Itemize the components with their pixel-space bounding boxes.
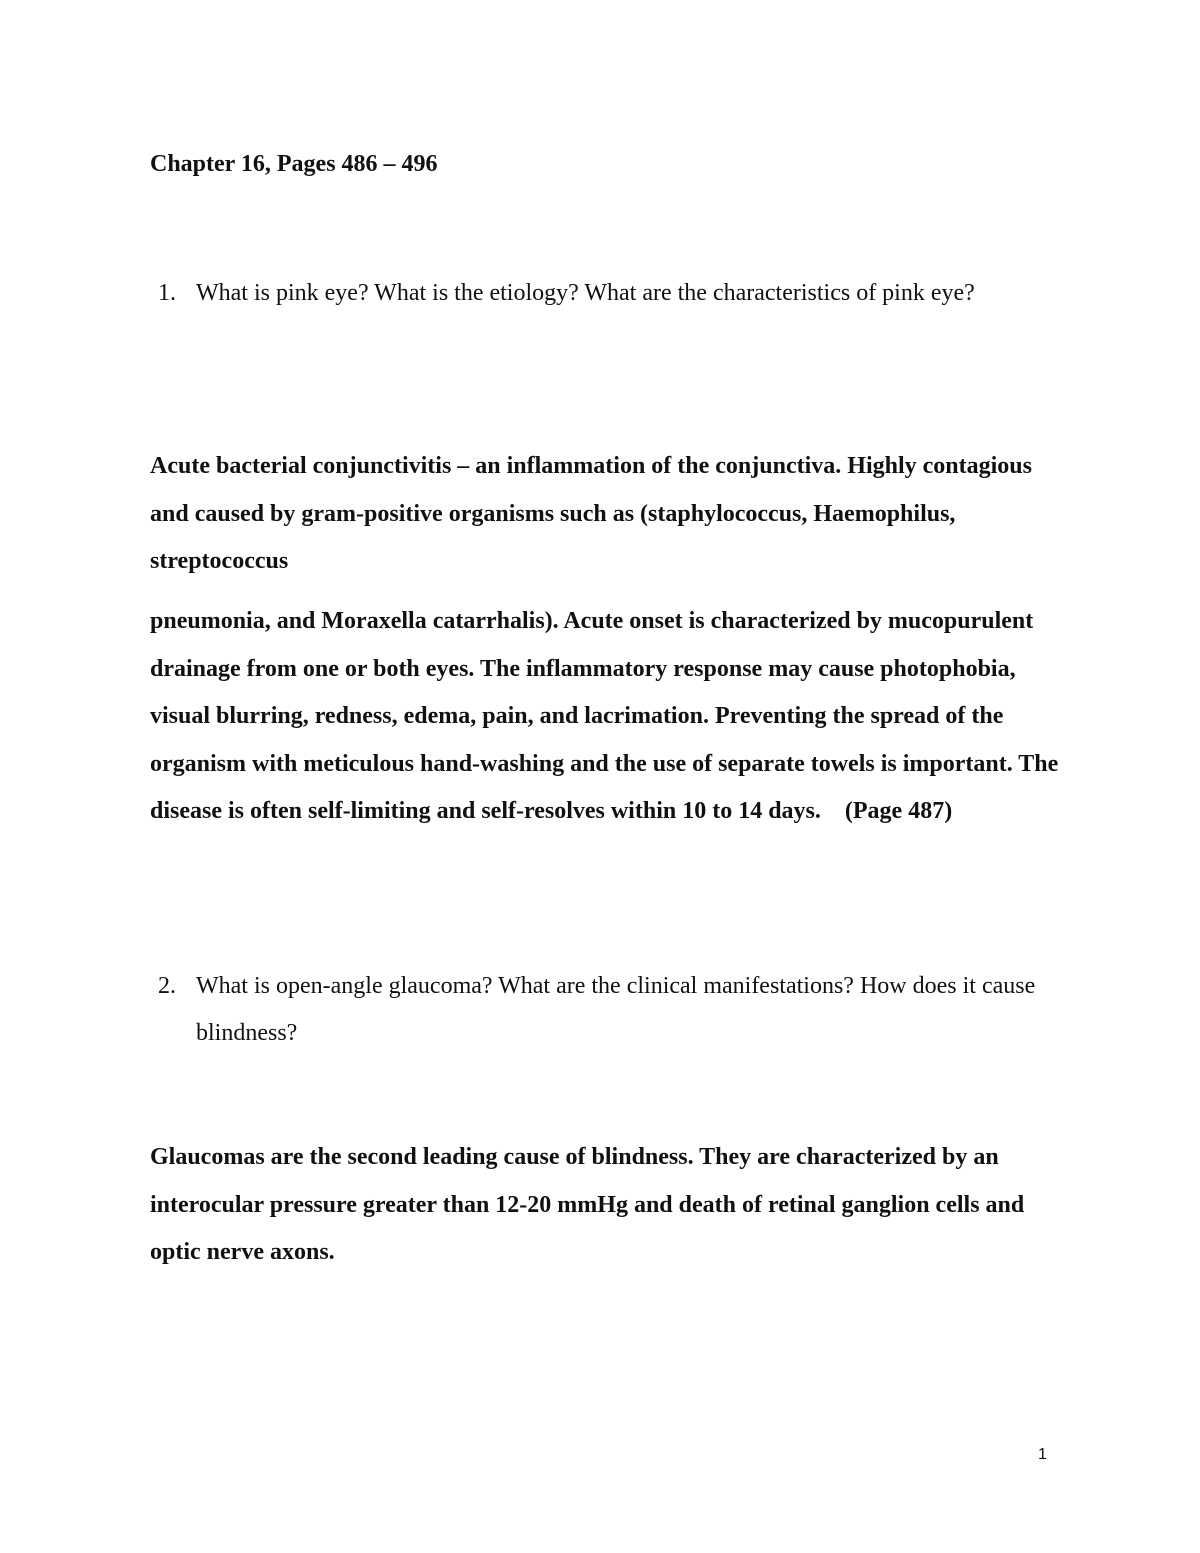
question-number: 1. xyxy=(158,280,176,306)
question-text: What is pink eye? What is the etiology? What are the characteristics of pink eye? xyxy=(196,280,975,306)
question-text: What is open-angle glaucoma? What are the clinical manifestations? How does it cause blindness? xyxy=(196,973,1036,1046)
answer-1-paragraph-1: Acute bacterial conjunctivitis – an inflammation of the conjunctiva. Highly contagious and caused by gram-positive organisms such as (staphylococcus, Haemophilus, streptococcus xyxy=(150,453,1032,574)
question-2 xyxy=(150,963,1050,1057)
page-number: 1 xyxy=(1038,1446,1047,1463)
answer-2-paragraph: Glaucomas are the second leading cause of blindness. They are characterized by an interocular pressure greater than 12-20 mmHg and death of retinal ganglion cells and optic nerve axons. xyxy=(150,1144,1025,1265)
answer-1-paragraph-2: pneumonia, and Moraxella catarrhalis). Acute onset is characterized by mucopurulent drainage from one or both eyes. The inflammatory response may cause photophobia, visual blurring, redness, edema, pain, and lacrimation. Preventing the spread of the organism with meticulous hand-washing and the use of separate towels is important. The disease is often self-limiting and self-resolves within 10 to 14 days. (Page 487) xyxy=(150,608,1059,824)
chapter-heading: Chapter 16, Pages 486 – 496 xyxy=(150,151,438,177)
question-number: 2. xyxy=(158,973,176,999)
question-1 xyxy=(150,270,1050,317)
